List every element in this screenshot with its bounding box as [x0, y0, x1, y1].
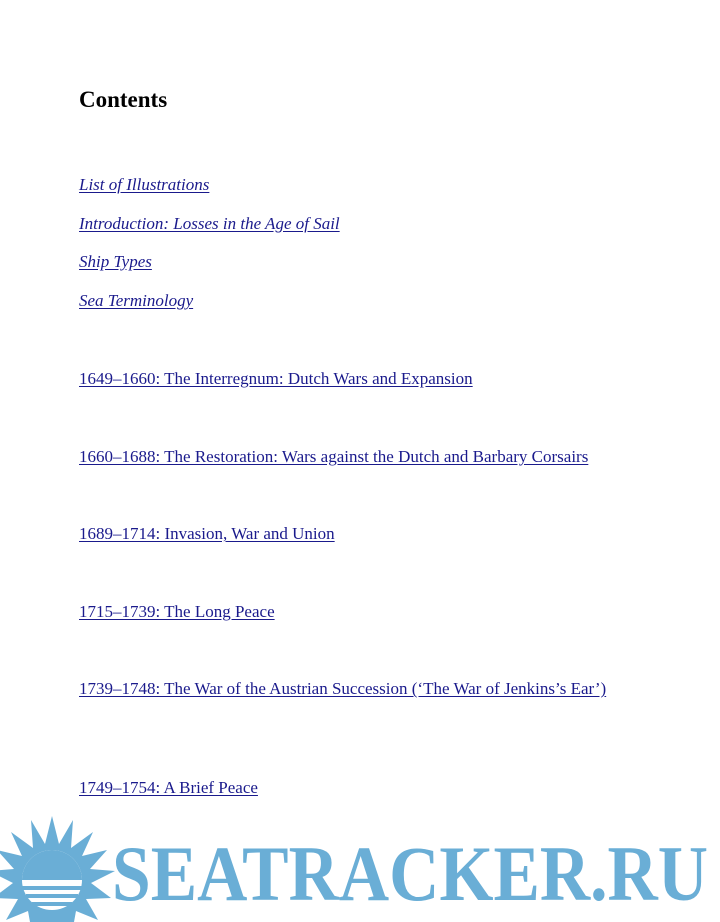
watermark [0, 812, 720, 922]
toc-link-chapter-1649-1660[interactable]: 1649–1660: The Interregnum: Dutch Wars and Expansion [79, 369, 473, 388]
toc-link-ship-types[interactable]: Ship Types [79, 252, 152, 271]
toc-link-chapter-1739-1748[interactable]: 1739–1748: The War of the Austrian Succession (‘The War of Jenkins’s Ear’) [79, 679, 607, 698]
toc-link-sea-terminology[interactable]: Sea Terminology [79, 291, 194, 310]
toc-link-chapter-1689-1714[interactable]: 1689–1714: Invasion, War and Union [79, 524, 335, 543]
watermark-text: SEATRACKER.RU [112, 830, 708, 917]
page-title: Contents [79, 87, 168, 112]
toc-link-introduction[interactable]: Introduction: Losses in the Age of Sail [79, 214, 340, 233]
toc-link-list-of-illustrations[interactable]: List of Illustrations [79, 175, 210, 194]
toc-link-chapter-1660-1688[interactable]: 1660–1688: The Restoration: Wars against the Dutch and Barbary Corsairs [79, 447, 589, 466]
sun-logo-icon [0, 816, 115, 922]
toc-link-chapter-1749-1754[interactable]: 1749–1754: A Brief Peace [79, 778, 258, 797]
toc-link-chapter-1715-1739[interactable]: 1715–1739: The Long Peace [79, 602, 275, 621]
